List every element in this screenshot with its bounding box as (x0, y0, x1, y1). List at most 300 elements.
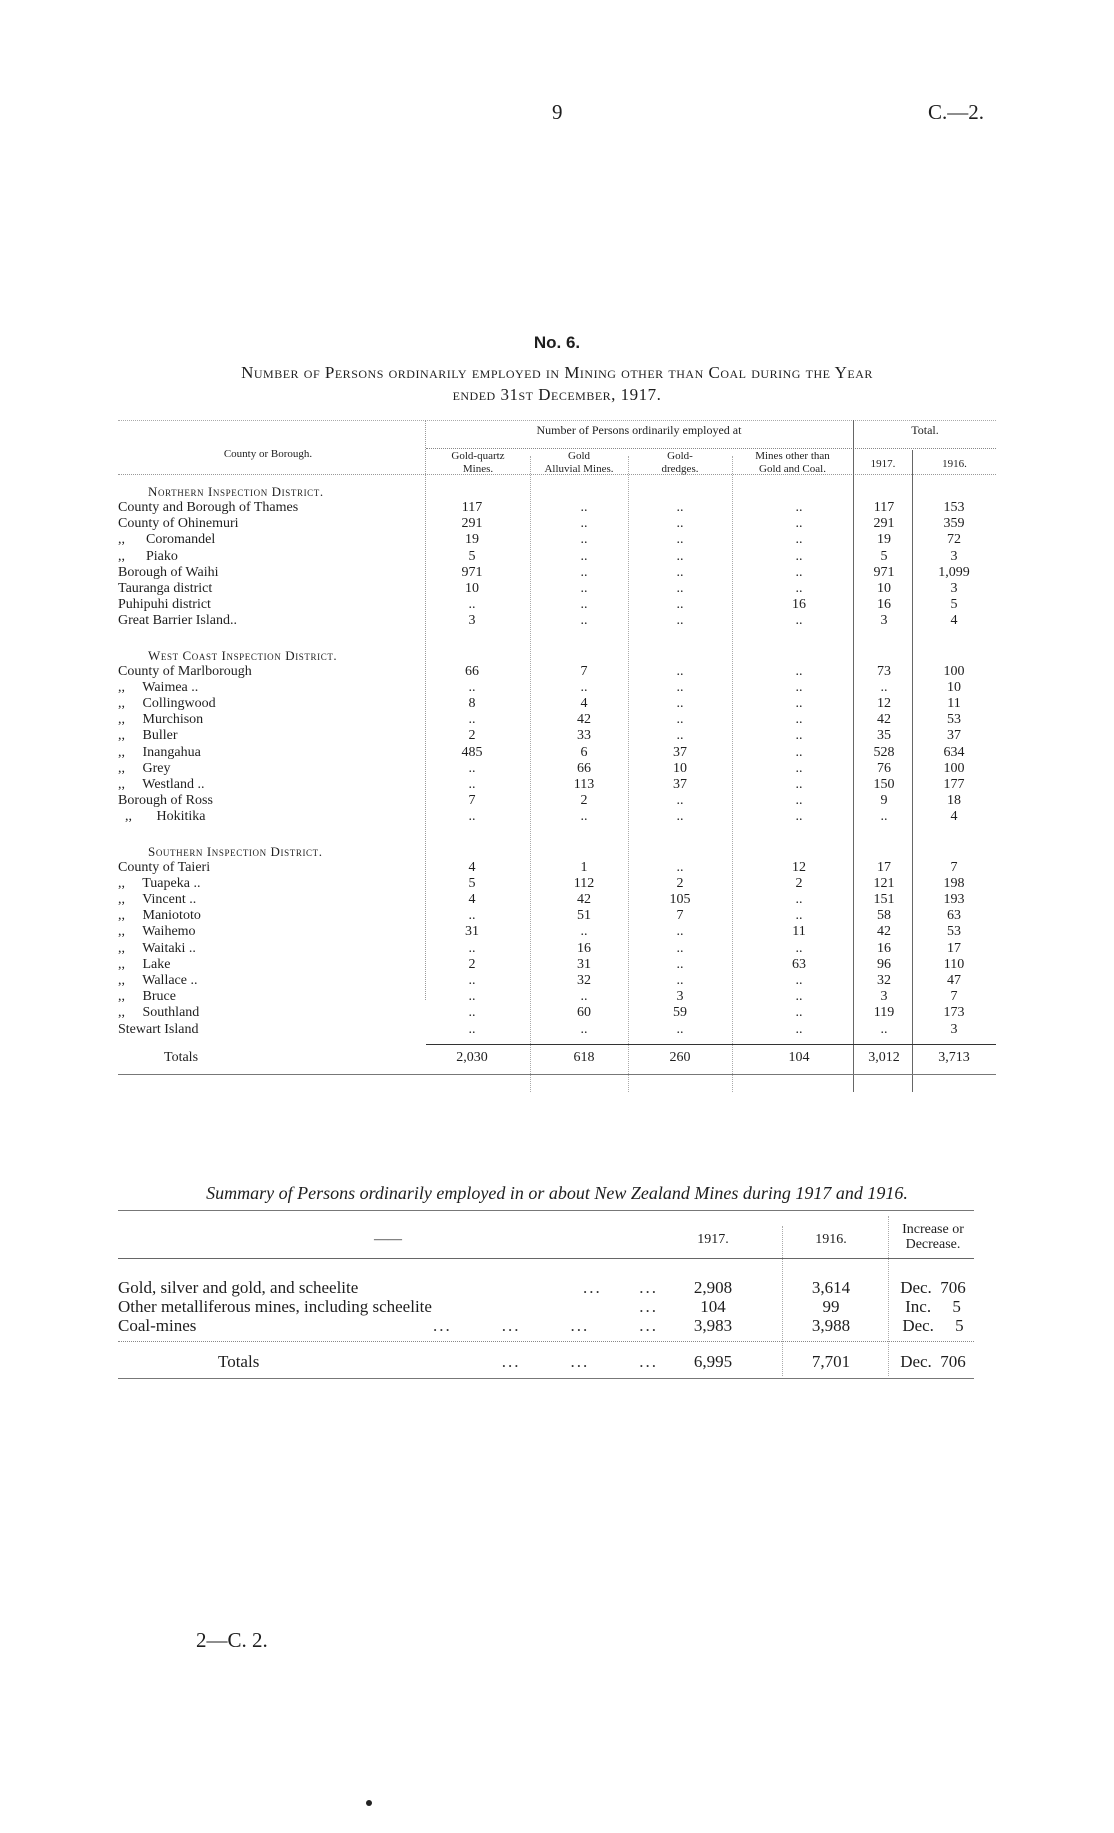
cell-alluvial: 66 (577, 760, 591, 776)
cell-alluvial: 7 (580, 663, 588, 679)
cell-dredges: 7 (676, 908, 684, 924)
cell-t1916: 110 (943, 956, 965, 972)
summary-cell-v1916: 3,614 (811, 1278, 851, 1297)
header-other-line: Mines other than (755, 450, 830, 462)
header-gold-dredges (628, 450, 732, 476)
cell-dredges: 2 (676, 875, 684, 891)
cell-t1916: 173 (943, 1005, 965, 1021)
summary-cell-v1917: 3,983 (693, 1316, 733, 1335)
row-name: ,, Waimea .. (118, 679, 199, 695)
cell-alluvial: 4 (580, 696, 588, 711)
cell-alluvial: .. (580, 1021, 588, 1037)
summary-top-rule (118, 1210, 974, 1211)
cell-quartz: .. (468, 973, 476, 988)
row-name: Borough of Ross (118, 793, 213, 809)
cell-other: 63 (792, 956, 806, 972)
cell-t1917: 42 (877, 712, 891, 728)
cell-quartz: .. (468, 597, 476, 613)
totals-quartz: 2,030 (456, 1049, 488, 1065)
cell-t1917: 150 (873, 777, 895, 792)
cell-other: .. (795, 760, 803, 776)
cell-t1917: 971 (873, 564, 895, 580)
cell-dredges: .. (676, 500, 684, 515)
cell-t1916: 634 (943, 744, 965, 760)
cell-alluvial: 31 (577, 956, 591, 972)
cell-t1917: 42 (877, 924, 891, 940)
row-name: ,, Coromandel (118, 532, 216, 548)
table-row (118, 941, 996, 957)
cell-dredges: .. (676, 532, 684, 548)
totals-t1917: 3,012 (868, 1049, 900, 1065)
cell-alluvial: 60 (577, 1005, 591, 1021)
cell-quartz: 2 (468, 956, 476, 972)
row-name: Great Barrier Island.. (118, 613, 237, 629)
cell-alluvial: 42 (577, 892, 591, 907)
cell-t1916: 193 (943, 892, 965, 907)
table-row (118, 860, 996, 876)
cell-t1916: 3 (950, 1021, 958, 1037)
row-name: ,, Westland .. (118, 777, 205, 792)
district-heading: Southern Inspection District. (148, 843, 323, 859)
table-row (118, 500, 996, 516)
table-row (118, 516, 996, 532)
cell-other: .. (795, 744, 803, 760)
summary-cell-change: Dec. 5 (902, 1316, 964, 1335)
table-row (118, 1005, 996, 1021)
cell-t1917: 3 (880, 613, 888, 629)
row-name: ,, Vincent .. (118, 892, 197, 907)
table-row (118, 549, 996, 565)
cell-dredges: 10 (673, 760, 687, 776)
row-name: ,, Waitaki .. (118, 940, 196, 956)
cell-other: .. (795, 581, 803, 596)
cell-dredges: 3 (676, 989, 684, 1005)
cell-other: .. (795, 940, 803, 956)
cell-dredges: .. (676, 956, 684, 972)
summary-row (118, 1297, 974, 1316)
summary-header-change (892, 1222, 974, 1252)
cell-t1916: 4 (950, 613, 958, 629)
row-name: ,, Southland (118, 1005, 200, 1021)
header-other-line: Gold and Coal. (759, 463, 826, 475)
summary-row-dots: ... ... (583, 1278, 658, 1297)
row-name: ,, Tuapeka .. (118, 875, 201, 891)
page-footer: 2—C. 2. (196, 1628, 268, 1652)
cell-quartz: .. (468, 989, 476, 1005)
district-heading: West Coast Inspection District. (148, 647, 338, 663)
cell-dredges: 37 (673, 777, 687, 792)
header-gold-quartz (426, 450, 530, 476)
cell-quartz: .. (468, 777, 476, 792)
table-row (118, 664, 996, 680)
summary-bottom-rule (118, 1378, 974, 1379)
cell-dredges: 59 (673, 1005, 687, 1021)
cell-t1916: 100 (943, 760, 965, 776)
totals-rule (426, 1044, 996, 1045)
cell-alluvial: .. (580, 809, 588, 825)
cell-dredges: .. (676, 696, 684, 711)
summary-cell-change: Inc. 5 (905, 1297, 961, 1316)
summary-cell-change: Dec. 706 (900, 1278, 966, 1297)
row-name: ,, Maniototo (118, 908, 201, 924)
header-gold-quartz-line: Mines. (462, 463, 494, 475)
table-row (118, 777, 996, 793)
header-other (732, 450, 853, 476)
row-name: County of Ohinemuri (118, 516, 239, 532)
page-reference: C.—2. (928, 100, 985, 124)
row-name: ,, Piako (118, 548, 178, 564)
row-name: ,, Collingwood (118, 696, 216, 711)
cell-t1916: 5 (950, 597, 958, 613)
cell-other: .. (795, 548, 803, 564)
cell-t1917: 291 (873, 516, 895, 532)
cell-other: .. (795, 1005, 803, 1021)
cell-dredges: .. (676, 1021, 684, 1037)
cell-quartz: .. (468, 1005, 476, 1021)
table-title-line-1: Number of Persons ordinarily employed in Mining other than Coal during the Year (241, 363, 873, 382)
cell-dredges: .. (676, 809, 684, 825)
summary-totals-dots: ... ... ... (501, 1352, 658, 1371)
table-row (118, 1022, 996, 1038)
cell-quartz: 291 (461, 516, 483, 532)
cell-other: .. (795, 973, 803, 988)
cell-t1916: 53 (947, 712, 961, 728)
cell-t1917: .. (880, 809, 888, 825)
cell-other: .. (795, 1021, 803, 1037)
row-name: ,, Waihemo (118, 924, 196, 940)
cell-dredges: .. (676, 728, 684, 744)
cell-t1917: 32 (877, 973, 891, 988)
cell-dredges: .. (676, 548, 684, 564)
cell-alluvial: 51 (577, 908, 591, 924)
cell-t1916: 47 (947, 973, 961, 988)
cell-other: .. (795, 532, 803, 548)
cell-other: .. (795, 696, 803, 711)
header-gold-alluvial-line: Alluvial Mines. (544, 463, 614, 475)
summary-cell-v1917: 2,908 (693, 1278, 733, 1297)
summary-row-name: Other metalliferous mines, including scheelite (118, 1297, 432, 1316)
row-name: Tauranga district (118, 581, 213, 596)
table-number: No. 6. (533, 333, 581, 352)
cell-t1916: 10 (947, 679, 961, 695)
cell-quartz: 485 (461, 744, 483, 760)
table-row (118, 532, 996, 548)
header-group: Number of Persons ordinarily employed at (536, 423, 742, 437)
cell-t1916: 63 (947, 908, 961, 924)
totals-dredges: 260 (669, 1049, 691, 1065)
cell-quartz: 10 (465, 581, 479, 596)
table-row (118, 989, 996, 1005)
table-row (118, 565, 996, 581)
cell-t1916: 3 (950, 581, 958, 596)
cell-quartz: 31 (465, 924, 479, 940)
summary-totals-row (118, 1352, 974, 1371)
cell-quartz: 5 (468, 875, 476, 891)
cell-alluvial: 2 (580, 793, 588, 809)
cell-other: .. (795, 500, 803, 515)
cell-quartz: .. (468, 940, 476, 956)
cell-dredges: .. (676, 613, 684, 629)
cell-t1917: 16 (877, 597, 891, 613)
cell-t1917: 76 (877, 760, 891, 776)
cell-other: .. (795, 564, 803, 580)
row-name: ,, Wallace .. (118, 973, 198, 988)
row-name: ,, Grey (118, 760, 171, 776)
cell-other: .. (795, 728, 803, 744)
cell-other: .. (795, 989, 803, 1005)
table-title-line-2: ended 31st December, 1917. (452, 385, 662, 404)
cell-alluvial: .. (580, 597, 588, 613)
table-row (118, 712, 996, 728)
cell-t1916: 18 (947, 793, 961, 809)
cell-t1917: 528 (873, 744, 895, 760)
row-name: County of Taieri (118, 859, 211, 875)
cell-alluvial: .. (580, 924, 588, 940)
table-row (118, 793, 996, 809)
cell-quartz: 4 (468, 892, 476, 907)
totals-t1916: 3,713 (938, 1049, 970, 1065)
cell-t1916: 1,099 (938, 564, 970, 580)
header-gold-alluvial-line: Gold (568, 450, 590, 462)
summary-header-change-line: Decrease. (905, 1237, 961, 1252)
cell-t1917: 117 (873, 500, 895, 515)
cell-other: .. (795, 712, 803, 728)
table-row (118, 728, 996, 744)
cell-other: 12 (792, 859, 806, 875)
row-name: Stewart Island (118, 1021, 199, 1037)
header-gold-dredges-line: dredges. (661, 463, 699, 475)
summary-row-name: Coal-mines (118, 1316, 197, 1335)
page-number: 9 (552, 100, 563, 124)
cell-t1916: 53 (947, 924, 961, 940)
totals-label: Totals (164, 1049, 199, 1065)
table-row (118, 957, 996, 973)
header-1917: 1917. (870, 458, 896, 470)
cell-t1916: 4 (950, 809, 958, 825)
cell-t1917: 35 (877, 728, 891, 744)
totals-row (118, 1050, 996, 1066)
summary-title: Summary of Persons ordinarily employed in or about New Zealand Mines during 1917 and 1916. (206, 1183, 908, 1203)
cell-quartz: 117 (461, 500, 483, 515)
cell-quartz: 19 (465, 532, 479, 548)
table-row (118, 876, 996, 892)
cell-alluvial: .. (580, 989, 588, 1005)
cell-t1917: .. (880, 1021, 888, 1037)
cell-alluvial: .. (580, 516, 588, 532)
header-rule (118, 420, 996, 421)
summary-row-name: Gold, silver and gold, and scheelite (118, 1278, 359, 1297)
cell-t1917: 119 (873, 1005, 895, 1021)
cell-t1917: 151 (873, 892, 895, 907)
cell-other: .. (795, 809, 803, 825)
cell-t1916: 198 (943, 875, 965, 891)
cell-alluvial: .. (580, 679, 588, 695)
cell-alluvial: 16 (577, 940, 591, 956)
summary-cell-v1917: 104 (700, 1297, 726, 1316)
row-name: County of Marlborough (118, 663, 252, 679)
table-row (118, 745, 996, 761)
summary-cell-v1916: 99 (822, 1297, 840, 1316)
table-row (118, 613, 996, 629)
cell-alluvial: 113 (573, 777, 595, 792)
cell-alluvial: 6 (580, 744, 588, 760)
cell-t1916: 72 (947, 532, 961, 548)
table-row (118, 892, 996, 908)
cell-t1916: 359 (943, 516, 965, 532)
cell-t1916: 7 (950, 859, 958, 875)
cell-quartz: 971 (461, 564, 483, 580)
cell-alluvial: 112 (573, 875, 595, 891)
cell-t1916: 11 (947, 696, 961, 711)
summary-totals-rule (118, 1341, 974, 1342)
summary-row (118, 1316, 974, 1335)
cell-other: .. (795, 892, 803, 907)
cell-dredges: .. (676, 516, 684, 532)
cell-t1916: 177 (943, 777, 965, 792)
row-name: ,, Bruce (118, 989, 176, 1005)
cell-alluvial: 33 (577, 728, 591, 744)
cell-quartz: 66 (465, 663, 479, 679)
cell-other: .. (795, 516, 803, 532)
cell-t1916: 17 (947, 940, 961, 956)
cell-dredges: .. (676, 597, 684, 613)
cell-quartz: 8 (468, 696, 476, 711)
cell-t1917: 10 (877, 581, 891, 596)
cell-t1917: 12 (877, 696, 891, 711)
summary-header-1917: 1917. (697, 1232, 729, 1247)
row-name: ,, Hokitika (118, 809, 206, 825)
cell-alluvial: .. (580, 548, 588, 564)
cell-t1917: 17 (877, 859, 891, 875)
summary-totals-v1916: 7,701 (811, 1352, 851, 1371)
cell-dredges: .. (676, 564, 684, 580)
cell-t1917: 121 (873, 875, 895, 891)
table-row (118, 597, 996, 613)
cell-t1917: 96 (877, 956, 891, 972)
cell-t1917: 73 (877, 663, 891, 679)
summary-header-change-line: Increase or (902, 1222, 964, 1237)
cell-alluvial: .. (580, 500, 588, 515)
cell-other: 11 (792, 924, 806, 940)
summary-header-1916: 1916. (815, 1232, 847, 1247)
table-row (118, 680, 996, 696)
ink-dot (366, 1800, 372, 1806)
summary-header-rule (118, 1258, 974, 1259)
table-row (118, 809, 996, 825)
cell-t1916: 100 (943, 663, 965, 679)
cell-t1917: 19 (877, 532, 891, 548)
cell-t1917: 16 (877, 940, 891, 956)
summary-totals-label: Totals (218, 1352, 260, 1371)
table-row (118, 924, 996, 940)
table-row (118, 581, 996, 597)
cell-t1916: 37 (947, 728, 961, 744)
header-top-rule (426, 448, 996, 449)
cell-dredges: .. (676, 793, 684, 809)
cell-other: .. (795, 663, 803, 679)
table-row (118, 696, 996, 712)
cell-dredges: .. (676, 973, 684, 988)
header-1916: 1916. (942, 458, 967, 470)
cell-other: .. (795, 908, 803, 924)
cell-other: 2 (795, 875, 803, 891)
header-county: County or Borough. (223, 448, 313, 460)
summary-table (118, 1210, 974, 1410)
cell-dredges: .. (676, 924, 684, 940)
totals-other: 104 (788, 1049, 810, 1065)
cell-dredges: 37 (673, 744, 687, 760)
header-gold-dredges-line: Gold- (667, 450, 693, 462)
table-row (118, 761, 996, 777)
summary-header-blank: —— (374, 1232, 402, 1247)
summary-totals-change: Dec. 706 (900, 1352, 966, 1371)
cell-dredges: 105 (669, 892, 691, 907)
cell-quartz: .. (468, 908, 476, 924)
employment-table (118, 420, 996, 1132)
cell-t1916: 7 (950, 989, 958, 1005)
cell-dredges: .. (676, 581, 684, 596)
row-name: County and Borough of Thames (118, 500, 299, 515)
cell-other: 16 (792, 597, 806, 613)
table-bottom-rule (118, 1074, 996, 1075)
cell-quartz: 2 (468, 728, 476, 744)
cell-quartz: 3 (468, 613, 476, 629)
header-gold-quartz-line: Gold-quartz (451, 450, 505, 462)
cell-alluvial: 1 (580, 859, 588, 875)
cell-other: .. (795, 777, 803, 792)
cell-quartz: 7 (468, 793, 476, 809)
summary-cell-v1916: 3,988 (811, 1316, 851, 1335)
cell-t1916: 153 (943, 500, 965, 515)
cell-dredges: .. (676, 940, 684, 956)
cell-t1917: 3 (880, 989, 888, 1005)
cell-alluvial: .. (580, 564, 588, 580)
table-row (118, 908, 996, 924)
summary-row (118, 1278, 974, 1297)
cell-t1917: 58 (877, 908, 891, 924)
cell-other: .. (795, 793, 803, 809)
cell-quartz: .. (468, 712, 476, 728)
cell-quartz: .. (468, 679, 476, 695)
summary-totals-v1917: 6,995 (693, 1352, 733, 1371)
row-name: ,, Lake (118, 956, 171, 972)
cell-quartz: .. (468, 760, 476, 776)
table-row (118, 973, 996, 989)
summary-row-dots: ... (639, 1297, 658, 1316)
cell-t1917: 5 (880, 548, 888, 564)
cell-alluvial: .. (580, 613, 588, 629)
cell-dredges: .. (676, 679, 684, 695)
cell-t1917: .. (880, 679, 888, 695)
cell-other: .. (795, 679, 803, 695)
cell-dredges: .. (676, 859, 684, 875)
cell-t1917: 9 (880, 793, 888, 809)
header-gold-alluvial (530, 450, 628, 476)
cell-alluvial: .. (580, 581, 588, 596)
cell-quartz: .. (468, 1021, 476, 1037)
cell-alluvial: 42 (577, 712, 591, 728)
row-name: Puhipuhi district (118, 597, 211, 613)
cell-dredges: .. (676, 663, 684, 679)
row-name: ,, Murchison (118, 712, 204, 728)
totals-alluvial: 618 (573, 1049, 595, 1065)
cell-quartz: 4 (468, 859, 476, 875)
cell-alluvial: .. (580, 532, 588, 548)
row-name: ,, Buller (118, 728, 178, 744)
district-heading: Northern Inspection District. (148, 484, 324, 499)
table-title (118, 362, 996, 406)
header-total: Total. (911, 423, 939, 437)
